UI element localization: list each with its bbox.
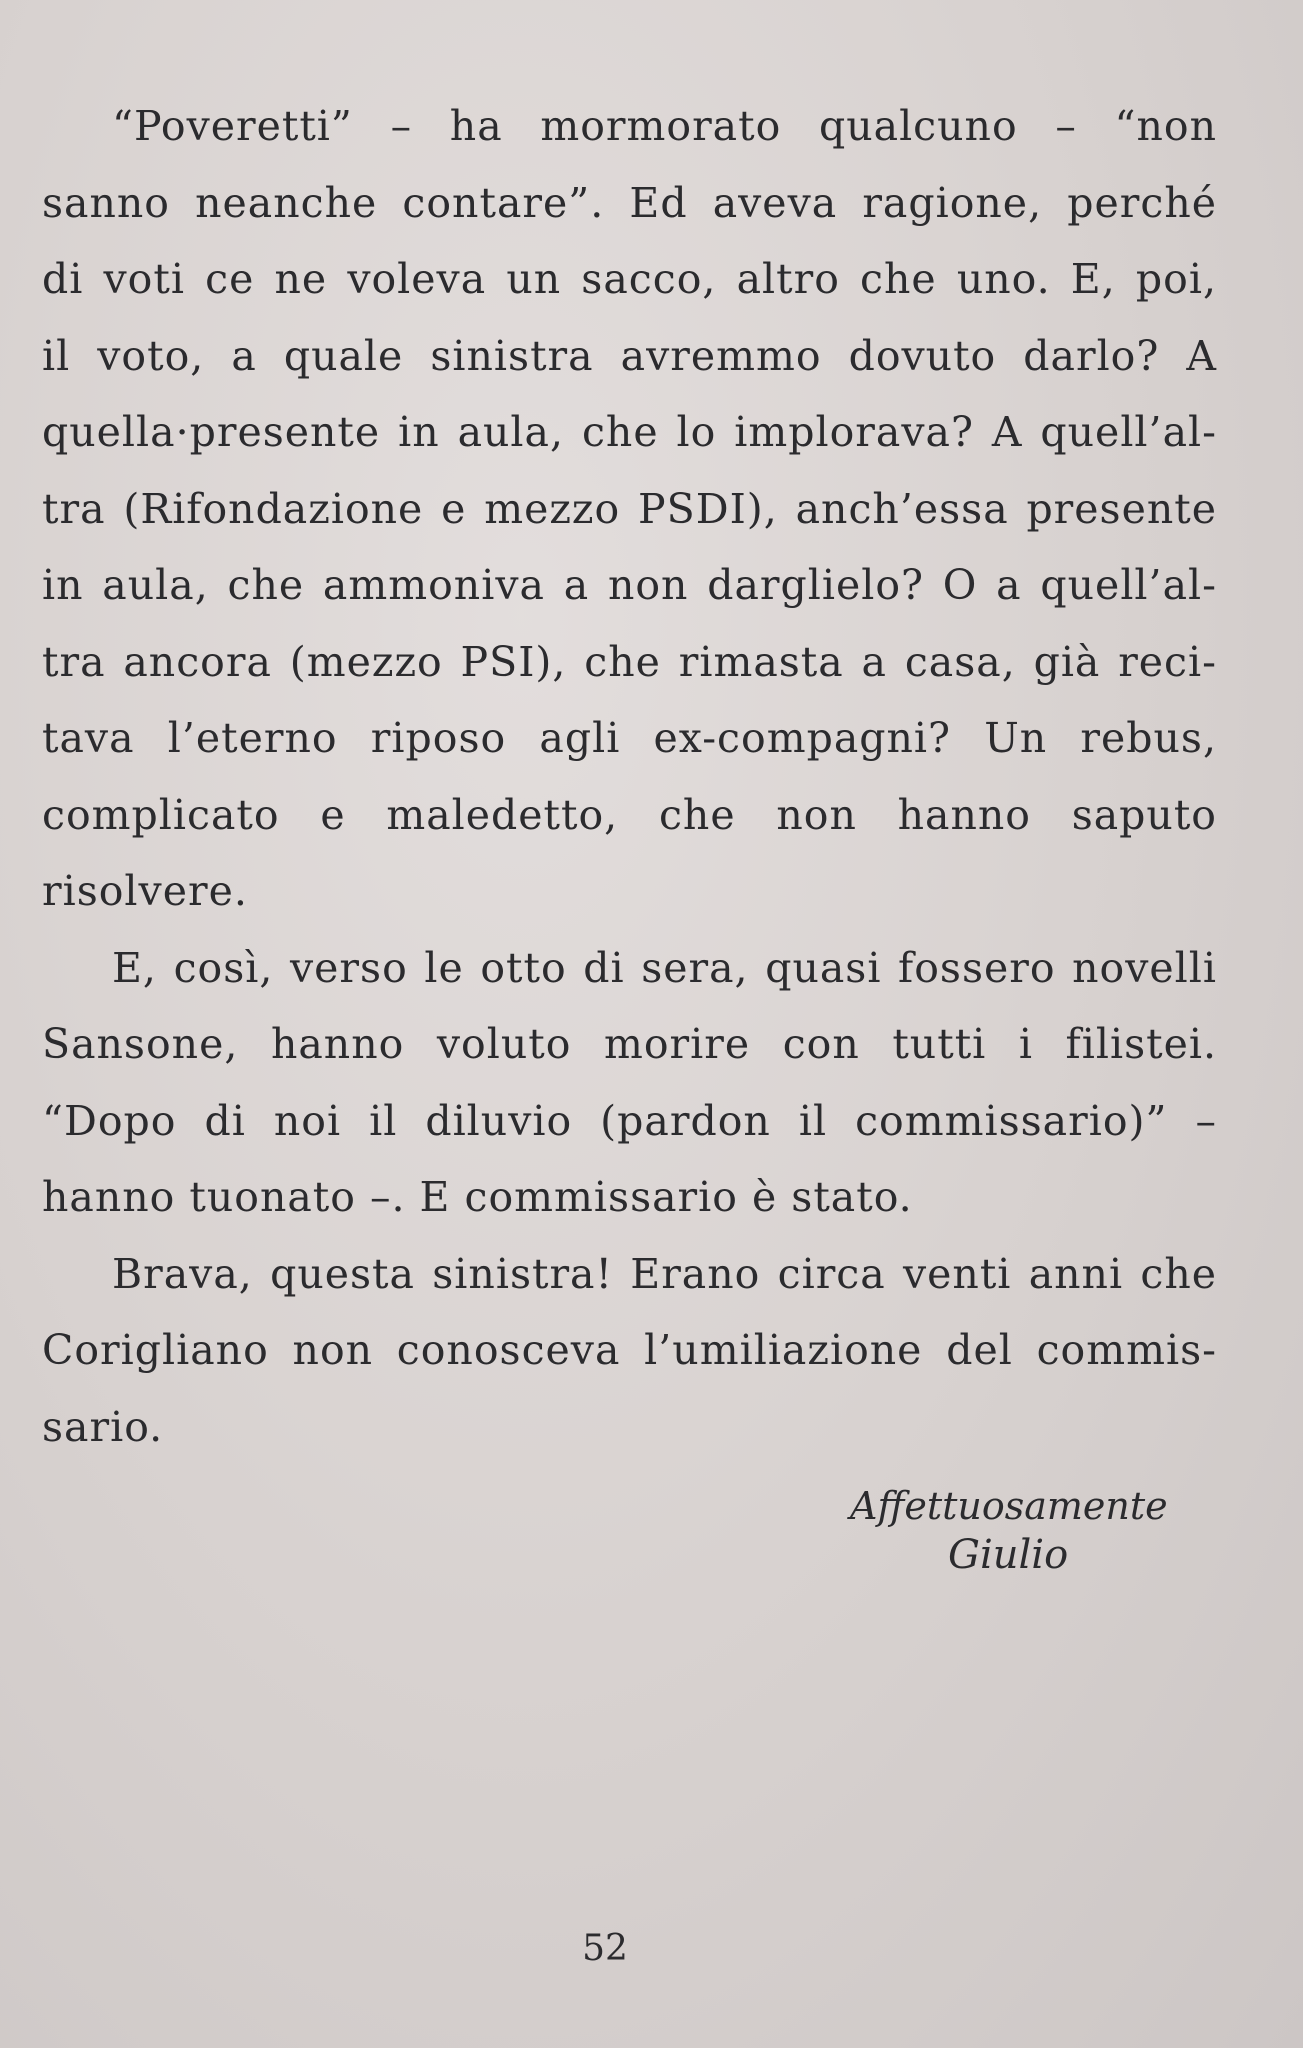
text-line: “Dopo di noi il diluvio (pardon il commissario)” – (42, 1096, 1217, 1145)
text-line: sario. (42, 1402, 164, 1451)
text-line: quella·presente in aula, che lo implorava? A quell’al- (42, 408, 1217, 456)
text-line: Sansone, hanno voluto morire con tutti i filistei. (42, 1020, 1217, 1068)
paragraph-2 (42, 930, 1217, 1236)
signature-block (850, 1482, 1180, 1580)
text-line: in aula, che ammoniva a non darglielo? O a quell’al- (42, 561, 1217, 609)
text-line: Brava, questa sinistra! Erano circa venti anni che (112, 1249, 1217, 1298)
page-number: 52 (582, 1928, 628, 1969)
text-line: tra (Rifondazione e mezzo PSDI), anch’essa presente (42, 484, 1217, 533)
text-line: Corigliano non conosceva l’umiliazione del commis- (42, 1326, 1217, 1374)
text-line: complicato e maledetto, che non hanno saputo (42, 790, 1217, 839)
text-line: E, così, verso le otto di sera, quasi fossero novelli (112, 943, 1217, 992)
text-line: il voto, a quale sinistra avremmo dovuto darlo? A (42, 331, 1217, 380)
text-line: di voti ce ne voleva un sacco, altro che uno. E, poi, (42, 255, 1217, 303)
signature-name: Giulio (948, 1532, 1069, 1578)
text-line: hanno tuonato –. E commissario è stato. (42, 1173, 913, 1221)
body-text (42, 88, 1217, 1465)
text-line: risolvere. (42, 867, 248, 915)
text-line: sanno neanche contare”. Ed aveva ragione, perché (42, 178, 1217, 227)
text-line: “Poveretti” – ha mormorato qualcuno – “non (112, 102, 1217, 150)
text-line: tra ancora (mezzo PSI), che rimasta a casa, già reci- (42, 637, 1217, 686)
paragraph-1 (42, 88, 1217, 930)
paragraph-3 (42, 1236, 1217, 1466)
text-line: tava l’eterno riposo agli ex-compagni? Un rebus, (42, 714, 1217, 762)
signature-closing: Affettuosamente (850, 1484, 1168, 1528)
